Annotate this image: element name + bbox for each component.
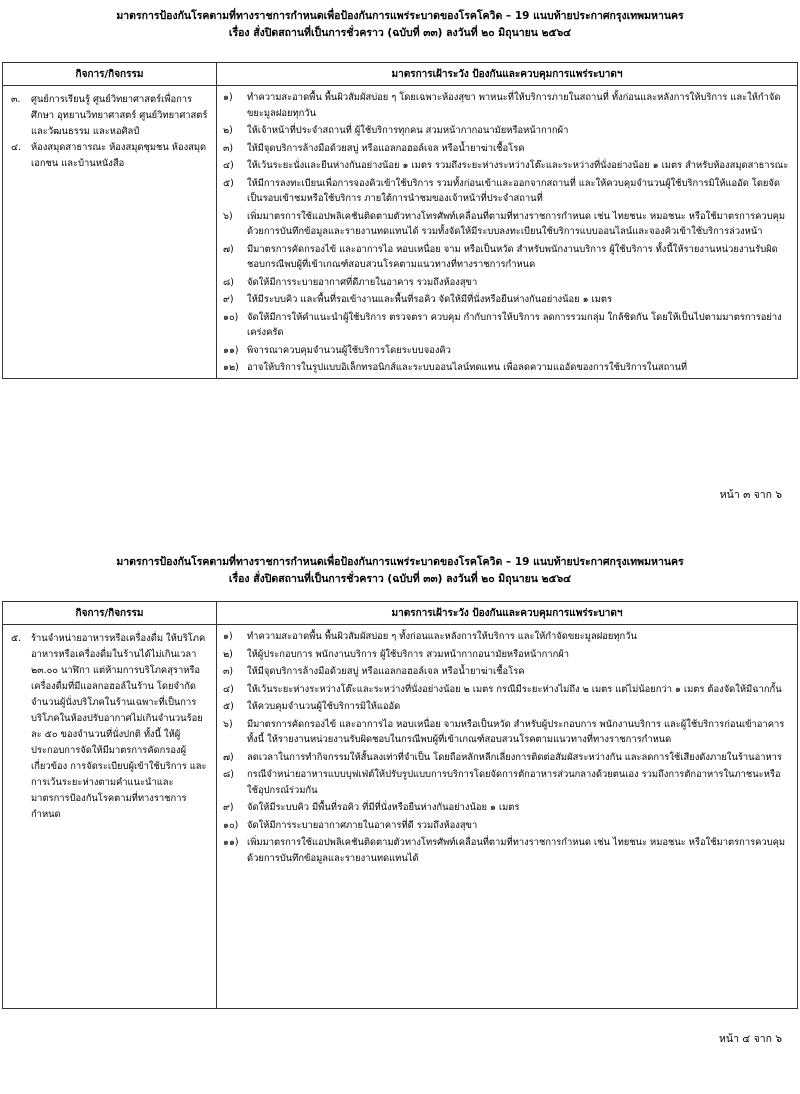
item-number: ๘) <box>223 276 234 288</box>
measures-list <box>217 625 797 866</box>
item-number: ๑๒) <box>223 362 239 373</box>
item-number: ๒) <box>223 125 233 136</box>
page2-header-title: มาตรการป้องกันโรคตามที่ทางราชการกำหนดเพื่อป้องกันการแพร่ระบาดของโรคโควิด – 19 แนบท้ายประกาศกรุงเทพมหานคร <box>116 556 684 568</box>
list-item <box>223 158 791 174</box>
item-number: ๑) <box>223 631 233 642</box>
item-number: ๗) <box>223 751 234 763</box>
list-item <box>223 800 791 816</box>
column-header-activity: กิจการ/กิจกรรม <box>3 63 217 86</box>
item-text: ให้ควบคุมจำนวนผู้ใช้บริการมิให้แออัด <box>247 701 401 712</box>
list-item <box>223 835 791 866</box>
item-number: ๙) <box>223 802 234 813</box>
list-item <box>223 664 791 680</box>
list-item <box>223 629 791 645</box>
item-text: ทำความสะอาดพื้น พื้นผิวสัมผัสบ่อย ๆ โดยเฉพาะห้องสุขา พาหนะที่ให้บริการภายในสถานที่ ทั้งก่อนและหลังการให้บริการ และให้กำจัดขยะมูลฝอยทุกวัน <box>247 92 781 119</box>
item-text: ให้เจ้าหน้าที่ประจำสถานที่ ผู้ใช้บริการทุกคน สวมหน้ากากอนามัยหรือหน้ากากผ้า <box>247 125 569 136</box>
item-text: ศูนย์การเรียนรู้ ศูนย์วิทยาศาสตร์เพื่อการศึกษา อุทยานวิทยาศาสตร์ ศูนย์วิทยาศาสตร์และวัฒนธรรม และหอศิลป์ <box>31 94 208 137</box>
item-number: ๑๑) <box>223 344 239 356</box>
item-number: ๘) <box>223 769 234 780</box>
item-text: มีมาตรการคัดกรองไข้ และอาการไอ หอบเหนื่อย จามหรือเป็นหวัด สำหรับผู้ประกอบการ พนักงานบริการ และผู้ใช้บริการก่อนเข้าอาคาร ทั้งนี้ ให้รายงานหน่วยงานรับผิดชอบในกรณีพบผู้ที่เข้าเกณฑ์สอบสวนโรคตามแนวทางที่ทางราชการกำหนด <box>247 718 785 745</box>
item-text: ห้องสมุดสาธารณะ ห้องสมุดชุมชน ห้องสมุดเอกชน และบ้านหนังสือ <box>31 142 207 169</box>
item-text: จัดให้มีการระบายอากาศที่ดีภายในอาคาร รวมถึงห้องสุขา <box>247 276 478 288</box>
item-text: ให้มีการลงทะเบียนเพื่อการจองคิวเข้าใช้บริการ รวมทั้งก่อนเข้าและออกจากสถานที่ และให้ควบคุมจำนวนผู้ใช้บริการมิให้แออัด โดยจัดเป็นรอบเข้าชมหรือใช้บริการ ภายใต้การนำชมของเจ้าหน้าที่ประจำสถานที่ <box>247 177 781 204</box>
page1-measures-table <box>2 62 798 379</box>
table-row <box>3 86 798 379</box>
item-text: จัดให้มีการให้คำแนะนำผู้ใช้บริการ ตรวจตรา ควบคุม กำกับการให้บริการ ลดการรวมกลุ่ม ใกล้ชิดกัน โดยให้เป็นไปตามมาตรการอย่างเคร่งครัด <box>247 311 782 338</box>
page2-header <box>0 554 800 588</box>
item-text: เพิ่มมาตรการใช้แอปพลิเคชันติดตามตัวทางโทรศัพท์เคลื่อนที่ตามที่ทางราชการกำหนด เช่น ไทยชนะ หมอชนะ หรือใช้มาตรการควบคุมด้วยการบันทึกข้อมูลและรายงานทดแทนได้ รวมทั้งจัดให้มีระบบลงทะเบียนใช้บริการแบบออนไลน์และจองคิวเข้าใช้บริการล่วงหน้า <box>247 210 786 237</box>
table-header-row <box>3 63 798 86</box>
list-item <box>223 750 791 766</box>
item-number: ๑) <box>223 92 233 103</box>
item-text: พิจารณาควบคุมจำนวนผู้ใช้บริการโดยระบบจองคิว <box>247 344 451 356</box>
list-item <box>223 141 791 157</box>
item-number: ๓. <box>11 94 21 105</box>
item-text: ให้เว้นระยะห่างระหว่างโต๊ะและระหว่างที่นั่งอย่างน้อย ๒ เมตร กรณีมีระยะห่างไม่ถึง ๒ เมตร แต่ไม่น้อยกว่า ๑ เมตร ต้องจัดให้มีฉากกั้น <box>247 683 782 695</box>
activity-cell <box>3 86 217 379</box>
item-number: ๑๐) <box>223 819 239 831</box>
measures-list <box>217 86 797 376</box>
measures-cell <box>217 625 798 1009</box>
item-text: ให้มีระบบคิว และพื้นที่รอเข้างานและพื้นที่รอคิว จัดให้มีที่นั่งหรือยืนห่างกันอย่างน้อย ๑ เมตร <box>247 294 613 305</box>
page1-header <box>0 8 800 42</box>
list-item <box>223 343 791 359</box>
item-number: ๒) <box>223 648 233 660</box>
page2-measures-table <box>2 601 798 1009</box>
item-number: ๓) <box>223 142 234 154</box>
page1-header-title: มาตรการป้องกันโรคตามที่ทางราชการกำหนดเพื่อป้องกันการแพร่ระบาดของโรคโควิด – 19 แนบท้ายประกาศกรุงเทพมหานคร <box>116 10 684 22</box>
item-text: กรณีจำหน่ายอาหารแบบบุฟเฟ่ต์ให้ปรับรูปแบบการบริการโดยจัดการตักอาหารส่วนกลางด้วยตนเอง รวมถึงการตักอาหารในภาชนะหรือใช้อุปกรณ์ร่วมกัน <box>247 769 781 796</box>
item-number: ๔) <box>223 683 234 695</box>
item-text: ให้มีจุดบริการล้างมือด้วยสบู่ หรือแอลกอฮอล์เจล หรือน้ำยาฆ่าเชื้อโรค <box>247 142 525 154</box>
table-header-row <box>3 602 798 625</box>
item-number: ๖) <box>223 718 233 730</box>
item-number: ๓) <box>223 666 234 677</box>
list-item <box>223 123 791 139</box>
list-item <box>223 292 791 308</box>
item-text: จัดให้มีการระบายอากาศภายในอาคารที่ดี รวมถึงห้องสุขา <box>247 819 478 831</box>
list-item <box>223 176 791 207</box>
page2-page-number: หน้า ๔ จาก ๖ <box>718 1033 782 1045</box>
measures-cell <box>217 86 798 379</box>
column-header-measures: มาตรการเฝ้าระวัง ป้องกันและควบคุมการแพร่ระบาดฯ <box>217 63 798 86</box>
list-item <box>223 647 791 663</box>
item-number: ๙) <box>223 294 234 305</box>
list-item <box>223 767 791 798</box>
list-item <box>223 699 791 715</box>
list-item <box>11 92 210 140</box>
page1-page-number: หน้า ๓ จาก ๖ <box>719 489 782 501</box>
item-number: ๔) <box>223 160 234 171</box>
item-number: ๑๐) <box>223 311 239 323</box>
activity-cell <box>3 625 217 1009</box>
page1-header-subtitle: เรื่อง สั่งปิดสถานที่เป็นการชั่วคราว (ฉบับที่ ๓๓) ลงวันที่ ๒๐ มิถุนายน ๒๕๖๔ <box>228 27 572 39</box>
item-text: ร้านจำหน่ายอาหารหรือเครื่องดื่ม ให้บริโภคอาหารหรือเครื่องดื่มในร้านได้ไม่เกินเวลา ๒๓.๐๐ นาฬิกา แต่ห้ามการบริโภคสุราหรือเครื่องดื่มที่มีแอลกอฮอล์ในร้าน โดยจำกัดจำนวนผู้นั่งบริโภคในร้านเฉพาะที่เป็นการบริโภคในห้องปรับอากาศไม่เกินจำนวนร้อยละ ๕๐ ของจำนวนที่นั่งปกติ ทั้งนี้ ให้ผู้ประกอบการจัดให้มีมาตรการคัดกรองผู้เกี่ยวข้อง การจัดระเบียบผู้เข้าใช้บริการ และการเว้นระยะห่างตามคำแนะนำและมาตรการป้องกันโรคตามที่ทางราชการกำหนด <box>31 633 207 820</box>
list-item <box>223 242 791 273</box>
item-text: ให้เว้นระยะนั่งและยืนห่างกันอย่างน้อย ๑ เมตร รวมถึงระยะห่างระหว่างโต๊ะและระหว่างที่นั่งอย่างน้อย ๑ เมตร สำหรับห้องสมุดสาธารณะ <box>247 160 789 171</box>
item-text: ทำความสะอาดพื้น พื้นผิวสัมผัสบ่อย ๆ ทั้งก่อนและหลังการให้บริการ และให้กำจัดขยะมูลฝอยทุกวัน <box>247 631 637 642</box>
item-number: ๗) <box>223 243 234 255</box>
item-text: อาจให้บริการในรูปแบบอิเล็กทรอนิกส์และระบบออนไลน์ทดแทน เพื่อลดความแออัดของการใช้บริการในสถานที่ <box>247 362 688 373</box>
item-text: ให้ผู้ประกอบการ พนักงานบริการ ผู้ใช้บริการ สวมหน้ากากอนามัยหรือหน้ากากผ้า <box>247 648 570 660</box>
item-text: จัดให้มีระบบคิว มีพื้นที่รอคิว ที่มีที่นั่งหรือยืนห่างกันอย่างน้อย ๑ เมตร <box>247 802 520 813</box>
item-number: ๕) <box>223 701 234 712</box>
column-header-activity: กิจการ/กิจกรรม <box>3 602 217 625</box>
list-item <box>223 818 791 834</box>
page2-header-subtitle: เรื่อง สั่งปิดสถานที่เป็นการชั่วคราว (ฉบับที่ ๓๓) ลงวันที่ ๒๐ มิถุนายน ๒๕๖๔ <box>228 573 572 585</box>
activity-list <box>3 86 216 172</box>
list-item <box>223 275 791 291</box>
list-item <box>223 682 791 698</box>
item-number: ๕. <box>11 633 22 644</box>
item-number: ๖) <box>223 210 233 222</box>
list-item <box>223 90 791 121</box>
list-item <box>223 717 791 748</box>
item-text: มีมาตรการคัดกรองไข้ และอาการไอ หอบเหนื่อย จาม หรือเป็นหวัด สำหรับพนักงานบริการ ผู้ใช้บริการ ทั้งนี้ให้รายงานหน่วยงานรับผิดชอบกรณีพบผู้ที่เข้าเกณฑ์สอบสวนโรคตามแนวทางที่ทางราชการกำหนด <box>247 243 778 270</box>
list-item <box>11 631 210 823</box>
column-header-measures: มาตรการเฝ้าระวัง ป้องกันและควบคุมการแพร่ระบาดฯ <box>217 602 798 625</box>
table-row <box>3 625 798 1009</box>
item-text: ให้มีจุดบริการล้างมือด้วยสบู่ หรือแอลกอฮอล์เจล หรือน้ำยาฆ่าเชื้อโรค <box>247 666 525 677</box>
item-number: ๕) <box>223 177 234 189</box>
list-item <box>223 310 791 341</box>
list-item <box>223 360 791 376</box>
list-item <box>11 140 210 172</box>
item-number: ๑๑) <box>223 837 239 848</box>
item-text: เพิ่มมาตรการใช้แอปพลิเคชันติดตามตัวทางโทรศัพท์เคลื่อนที่ตามที่ทางราชการกำหนด เช่น ไทยชนะ หมอชนะ หรือใช้มาตรการควบคุมด้วยการบันทึกข้อมูลและรายงานทดแทนได้ <box>247 837 786 864</box>
item-number: ๔. <box>11 142 22 153</box>
activity-list <box>3 625 216 823</box>
list-item <box>223 209 791 240</box>
item-text: ลดเวลาในการทำกิจกรรมให้สั้นลงเท่าที่จำเป็น โดยถือหลักหลีกเลี่ยงการติดต่อสัมผัสระหว่างกัน และลดการใช้เสียงดังภายในร้านอาหาร <box>247 751 782 763</box>
